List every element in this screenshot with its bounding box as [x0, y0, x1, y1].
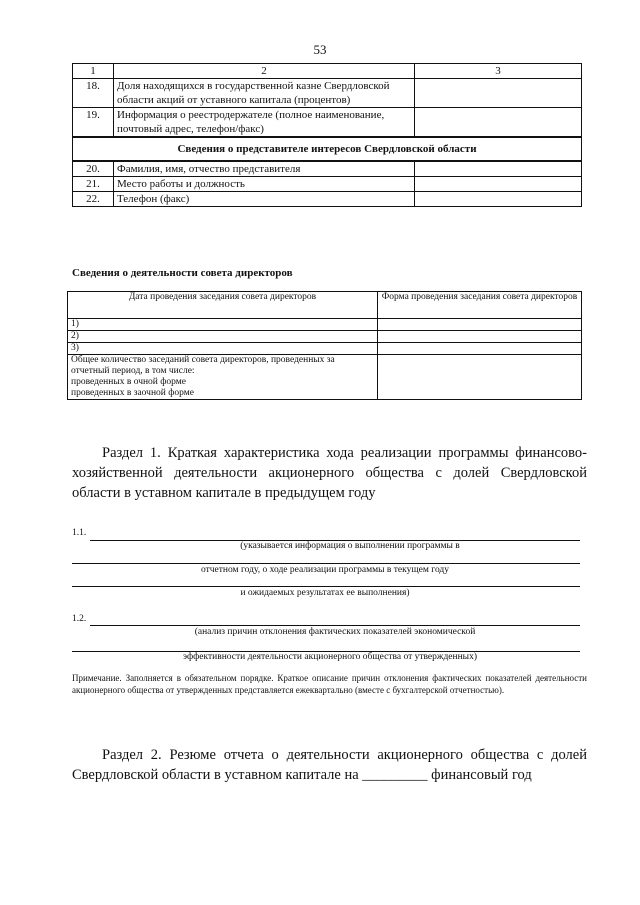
item-1-2-hint: (анализ причин отклонения фактических показателей экономической: [194, 627, 476, 637]
total-line: проведенных в заочной форме: [71, 388, 194, 398]
item-1-1-hint: отчетном году, о ходе реализации программы в текущем году: [200, 565, 450, 575]
table-header-row: [68, 292, 582, 319]
item-1-2-label: 1.2.: [72, 614, 87, 624]
row-text: Доля находящихся в государственной казне Свердловской области акций от уставного капитала (процентов): [114, 79, 415, 108]
total-line: проведенных в очной форме: [71, 377, 187, 387]
row-value[interactable]: [415, 79, 582, 108]
meeting-form-cell[interactable]: [378, 331, 582, 343]
table-row: [73, 79, 582, 108]
item-1-1-hint: и ожидаемых результатах ее выполнения): [240, 588, 410, 598]
row-number: 22.: [73, 192, 114, 207]
section-row: [73, 137, 582, 161]
item-1-1-line[interactable]: [72, 563, 580, 564]
row-value[interactable]: [415, 108, 582, 138]
table-row: [68, 343, 582, 355]
table-row: [68, 319, 582, 331]
row-number: 21.: [73, 177, 114, 192]
total-meetings-label: [68, 355, 378, 400]
section-2-heading: Раздел 2. Резюме отчета о деятельности акционерного общества с долей Свердловской области в уставном капитале на _________ финансовый год: [72, 747, 587, 783]
table-header-row: [73, 64, 582, 79]
board-activity-title: Сведения о деятельности совета директоров: [72, 267, 293, 279]
row-number: 20.: [73, 161, 114, 177]
shareholder-info-table: [72, 63, 582, 207]
total-meetings-cell[interactable]: [378, 355, 582, 400]
item-1-1-hint: (указывается информация о выполнении программы в: [240, 541, 460, 551]
table-row: [73, 108, 582, 138]
row-value[interactable]: [415, 161, 582, 177]
item-1-2-hint: эффективности деятельности акционерного общества от утвержденных): [183, 652, 477, 662]
table-row: [68, 355, 582, 400]
row-text: Телефон (факс): [114, 192, 415, 207]
row-text: Место работы и должность: [114, 177, 415, 192]
section-1-heading: Раздел 1. Краткая характеристика хода реализации программы финансово-хозяйственной деятельности акционерного общества с долей Свердловской области в уставном капитале в предыдущем году: [72, 445, 587, 501]
meeting-form-cell[interactable]: [378, 343, 582, 355]
meeting-row-label: 2): [68, 331, 378, 343]
row-number: 19.: [73, 108, 114, 138]
item-1-2-line[interactable]: [90, 625, 580, 626]
table-row: [73, 192, 582, 207]
row-value[interactable]: [415, 177, 582, 192]
column-header-1: 1: [73, 64, 114, 79]
row-text: Фамилия, имя, отчество представителя: [114, 161, 415, 177]
date-column-header: Дата проведения заседания совета директоров: [68, 292, 378, 319]
representative-section-title: Сведения о представителе интересов Свердловской области: [73, 137, 582, 161]
note-text: Примечание. Заполняется в обязательном порядке. Краткое описание причин отклонения фактических показателей деятельности акционерного общества от утвержденных представляется ежеквартально (вместе с бухгалтерской отчетностью).: [72, 673, 587, 695]
item-1-1-line[interactable]: [72, 586, 580, 587]
table-row: [73, 177, 582, 192]
total-line: Общее количество заседаний совета директоров, проведенных за: [71, 355, 335, 365]
row-number: 18.: [73, 79, 114, 108]
total-line: отчетный период, в том числе:: [71, 366, 195, 376]
meeting-row-label: 3): [68, 343, 378, 355]
meeting-row-label: 1): [68, 319, 378, 331]
meeting-form-cell[interactable]: [378, 319, 582, 331]
item-1-1-label: 1.1.: [72, 528, 87, 538]
board-activity-table: [67, 291, 582, 400]
column-header-2: 2: [114, 64, 415, 79]
row-value[interactable]: [415, 192, 582, 207]
page-number: 53: [313, 42, 327, 57]
table-row: [68, 331, 582, 343]
form-column-header: Форма проведения заседания совета директоров: [378, 292, 582, 319]
table-row: [73, 161, 582, 177]
column-header-3: 3: [415, 64, 582, 79]
row-text: Информация о реестродержателе (полное наименование, почтовый адрес, телефон/факс): [114, 108, 415, 138]
